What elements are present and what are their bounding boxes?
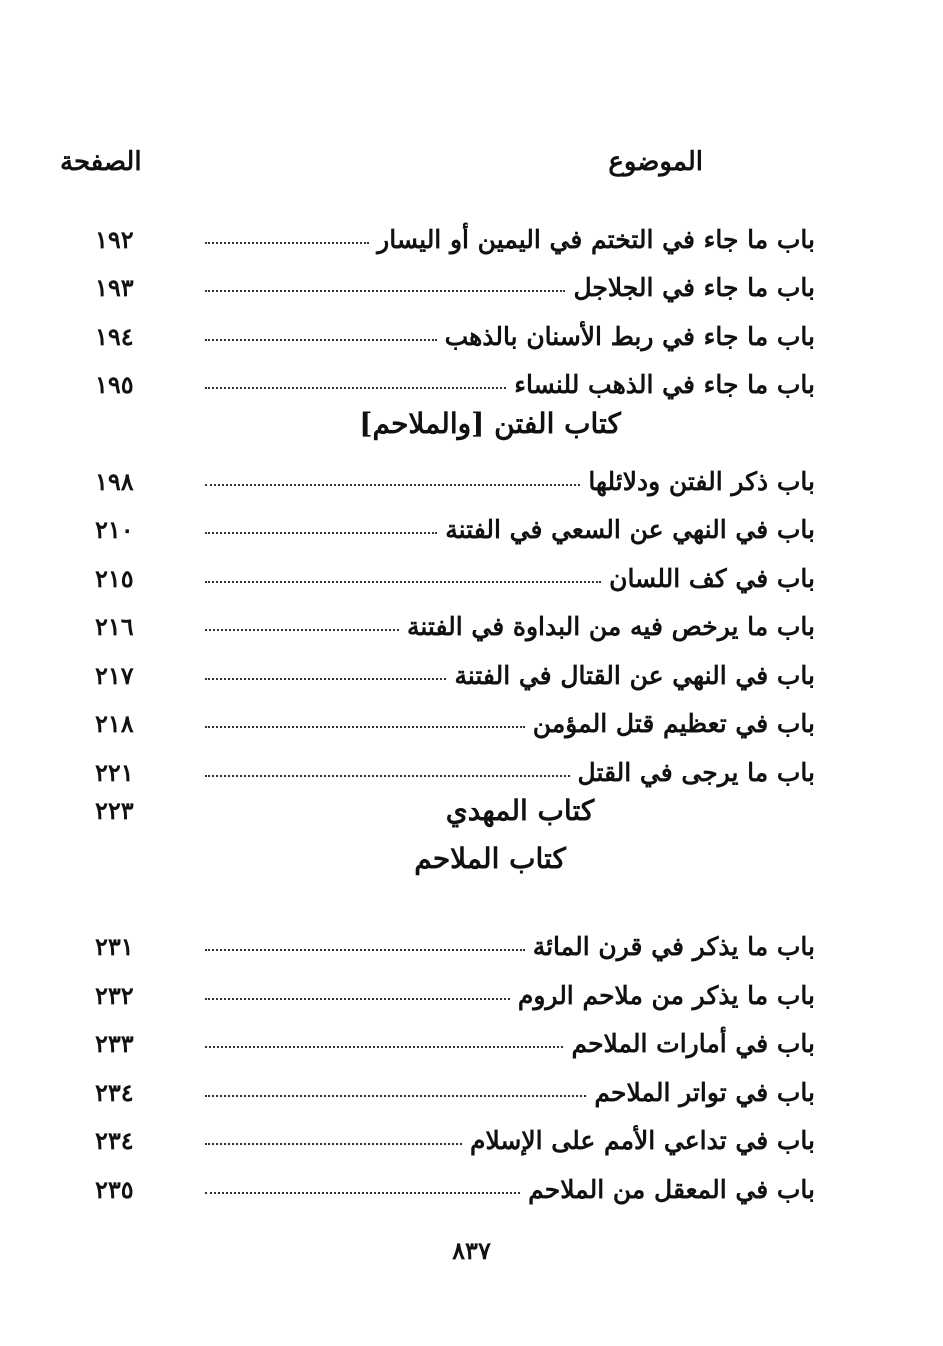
entry-title: باب في أمارات الملاحم <box>571 1029 815 1058</box>
toc-entry <box>95 641 815 690</box>
entry-page: ٢٣١ <box>95 932 134 961</box>
toc-entry <box>95 351 815 400</box>
entry-page: ٢٣٥ <box>95 1174 134 1204</box>
section-heading-malahim: كتاب الملاحم <box>414 842 566 875</box>
leader-dots <box>205 1046 563 1048</box>
entry-title: باب ما يذكر من ملاحم الروم <box>517 980 815 1010</box>
toc-entry <box>95 302 815 351</box>
page-column-label: الصفحة <box>60 147 142 177</box>
leader-dots <box>205 629 399 631</box>
entry-page: ١٩٥ <box>95 370 134 399</box>
leader-dots <box>205 1143 462 1145</box>
leader-dots <box>205 949 525 951</box>
leader-dots <box>205 581 601 583</box>
entry-page: ١٩٨ <box>95 466 134 496</box>
toc-entry <box>95 961 815 1010</box>
toc-entry <box>95 447 815 496</box>
entry-title: باب في النهي عن السعي في الفتنة <box>445 515 815 544</box>
section-heading-fitan: كتاب الفتن [والملاحم] <box>359 406 621 440</box>
leader-dots <box>205 290 565 292</box>
leader-dots <box>205 775 570 777</box>
entry-title: باب ذكر الفتن ودلائلها <box>588 466 815 496</box>
entry-title: باب في تداعي الأمم على الإسلام <box>469 1126 815 1155</box>
entry-page: ٢٣٤ <box>95 1126 134 1155</box>
spacer <box>95 883 815 913</box>
toc-entry <box>95 205 815 254</box>
toc-list <box>95 205 815 1204</box>
toc-entry <box>95 496 815 545</box>
entry-title: باب في تعظيم قتل المؤمن <box>532 709 815 738</box>
leader-dots <box>205 678 446 680</box>
leader-dots <box>205 1192 520 1194</box>
toc-entry <box>95 913 815 962</box>
leader-dots <box>205 532 437 534</box>
leader-dots <box>205 998 510 1000</box>
entry-title: باب ما جاء في الجلاجل <box>573 273 815 302</box>
entry-page: ٢١٠ <box>95 515 134 544</box>
toc-entry <box>95 1107 815 1156</box>
entry-title: باب في كف اللسان <box>609 563 815 593</box>
toc-entry <box>95 1155 815 1204</box>
toc-entry <box>95 1058 815 1107</box>
entry-title: باب ما يذكر في قرن المائة <box>532 932 815 961</box>
entry-page: ٢١٦ <box>95 612 134 641</box>
entry-page: ٢٢١ <box>95 757 134 787</box>
section-title: كتاب المهدي <box>445 794 595 827</box>
leader-dots <box>205 387 506 389</box>
topic-column-label: الموضوع <box>608 147 703 177</box>
entry-title: باب في النهي عن القتال في الفتنة <box>454 660 815 690</box>
entry-page: ١٩٣ <box>95 273 134 302</box>
entry-title: باب ما يرخص فيه من البداوة في الفتنة <box>406 612 815 641</box>
toc-header <box>60 142 703 182</box>
toc-entry <box>95 593 815 642</box>
entry-page: ٢٣٣ <box>95 1029 134 1058</box>
section-heading-mahdi <box>95 787 815 835</box>
entry-page: ١٩٤ <box>95 321 134 351</box>
toc-entry <box>95 690 815 739</box>
entry-title: باب ما جاء في التختم في اليمين أو اليسار <box>377 224 815 254</box>
entry-page: ٢١٨ <box>95 709 134 738</box>
entry-page: ٢٣٢ <box>95 980 134 1010</box>
page-number: ٨٣٧ <box>452 1236 491 1265</box>
leader-dots <box>205 1095 586 1097</box>
leader-dots <box>205 726 525 728</box>
entry-title: باب في المعقل من الملاحم <box>528 1174 815 1204</box>
leader-dots <box>205 242 369 244</box>
leader-dots <box>205 339 437 341</box>
toc-entry <box>95 254 815 303</box>
entry-page: ٢١٧ <box>95 660 134 690</box>
toc-entry <box>95 738 815 787</box>
entry-title: باب في تواتر الملاحم <box>594 1077 815 1107</box>
entry-title: باب ما جاء في الذهب للنساء <box>514 370 815 399</box>
toc-entry <box>95 1010 815 1059</box>
section-page: ٢٢٣ <box>95 796 134 825</box>
entry-page: ١٩٢ <box>95 224 134 254</box>
entry-page: ٢١٥ <box>95 563 134 593</box>
entry-title: باب ما جاء في ربط الأسنان بالذهب <box>444 321 815 351</box>
entry-title: باب ما يرجى في القتل <box>577 757 815 787</box>
toc-entry <box>95 544 815 593</box>
entry-page: ٢٣٤ <box>95 1077 134 1107</box>
leader-dots <box>205 484 580 486</box>
